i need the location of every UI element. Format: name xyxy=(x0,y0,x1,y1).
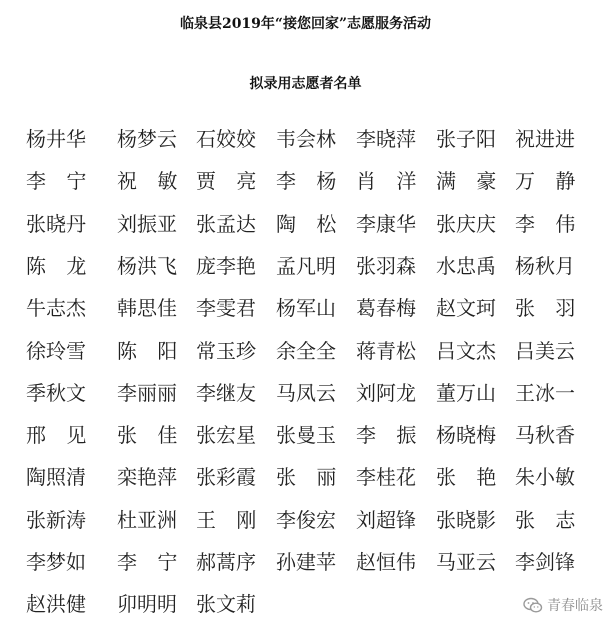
volunteer-name: 李剑锋 xyxy=(515,550,575,574)
volunteer-name: 杨梦云 xyxy=(117,127,177,151)
volunteer-name: 朱小敏 xyxy=(515,465,575,489)
name-row xyxy=(0,208,611,240)
document-title: 临泉县2019年“接您回家”志愿服务活动 xyxy=(179,16,432,32)
volunteer-name: 蒋青松 xyxy=(356,339,416,363)
volunteer-name: 刘振亚 xyxy=(117,212,177,236)
volunteer-name: 李康华 xyxy=(356,212,416,236)
volunteer-name: 常玉珍 xyxy=(196,339,256,363)
volunteer-name: 杨晓梅 xyxy=(436,423,496,447)
volunteer-name: 赵文珂 xyxy=(436,296,496,320)
volunteer-name: 李 宁 xyxy=(117,550,178,574)
volunteer-name: 卯明明 xyxy=(117,592,177,616)
volunteer-name: 张庆庆 xyxy=(436,212,496,236)
volunteer-name: 李继友 xyxy=(196,381,256,405)
name-row xyxy=(0,335,611,367)
volunteer-name: 刘阿龙 xyxy=(356,381,416,405)
volunteer-name: 张文莉 xyxy=(196,592,256,616)
volunteer-name: 孟凡明 xyxy=(276,254,336,278)
volunteer-name: 李 振 xyxy=(356,423,417,447)
volunteer-name: 李 杨 xyxy=(276,169,337,193)
volunteer-name: 孙建苹 xyxy=(276,550,336,574)
volunteer-name: 张 佳 xyxy=(117,423,178,447)
volunteer-name: 万 静 xyxy=(515,169,576,193)
volunteer-name: 赵恒伟 xyxy=(356,550,416,574)
volunteer-name: 郝蒿序 xyxy=(196,550,256,574)
name-row xyxy=(0,546,611,578)
volunteer-name: 张新涛 xyxy=(26,508,86,532)
volunteer-name: 杨井华 xyxy=(26,127,86,151)
volunteer-name: 栾艳萍 xyxy=(117,465,177,489)
volunteer-name: 陈 龙 xyxy=(26,254,87,278)
volunteer-name: 张宏星 xyxy=(196,423,256,447)
name-row xyxy=(0,123,611,155)
volunteer-name: 吕美云 xyxy=(515,339,575,363)
watermark xyxy=(523,595,603,615)
volunteer-name: 陶 松 xyxy=(276,212,337,236)
volunteer-name: 张 丽 xyxy=(276,465,337,489)
volunteer-name: 刘超锋 xyxy=(356,508,416,532)
document-subtitle: 拟录用志愿者名单 xyxy=(249,76,362,92)
volunteer-name: 韩思佳 xyxy=(117,296,177,320)
volunteer-name: 李梦如 xyxy=(26,550,86,574)
volunteer-name: 李雯君 xyxy=(196,296,256,320)
volunteer-name: 张羽森 xyxy=(356,254,416,278)
volunteer-name: 赵洪健 xyxy=(26,592,86,616)
volunteer-name: 杨秋月 xyxy=(515,254,575,278)
volunteer-name: 杜亚洲 xyxy=(117,508,177,532)
name-row xyxy=(0,292,611,324)
volunteer-name: 杨洪飞 xyxy=(117,254,177,278)
name-row xyxy=(0,419,611,451)
volunteer-name: 陶照清 xyxy=(26,465,86,489)
volunteer-name: 张 志 xyxy=(515,508,576,532)
volunteer-name: 石姣姣 xyxy=(196,127,256,151)
volunteer-name: 季秋文 xyxy=(26,381,86,405)
volunteer-name: 张子阳 xyxy=(436,127,496,151)
volunteer-name: 余全全 xyxy=(276,339,336,363)
name-row xyxy=(0,377,611,409)
volunteer-name: 李俊宏 xyxy=(276,508,336,532)
name-row xyxy=(0,588,611,620)
volunteer-name: 吕文杰 xyxy=(436,339,496,363)
volunteer-name: 张晓丹 xyxy=(26,212,86,236)
volunteer-name: 张 羽 xyxy=(515,296,576,320)
volunteer-name: 马亚云 xyxy=(436,550,496,574)
name-row xyxy=(0,250,611,282)
volunteer-name: 牛志杰 xyxy=(26,296,86,320)
volunteer-name: 张晓影 xyxy=(436,508,496,532)
volunteer-name: 李晓萍 xyxy=(356,127,416,151)
volunteer-name: 肖 洋 xyxy=(356,169,417,193)
volunteer-name: 韦会林 xyxy=(276,127,336,151)
volunteer-name: 邢 见 xyxy=(26,423,87,447)
volunteer-name: 祝进进 xyxy=(515,127,575,151)
volunteer-name: 葛春梅 xyxy=(356,296,416,320)
volunteer-name: 董万山 xyxy=(436,381,496,405)
volunteer-name: 王冰一 xyxy=(515,381,575,405)
volunteer-name: 张彩霞 xyxy=(196,465,256,489)
wechat-icon xyxy=(523,597,543,614)
volunteer-name: 徐玲雪 xyxy=(26,339,86,363)
volunteer-name: 庞李艳 xyxy=(196,254,256,278)
volunteer-name: 张孟达 xyxy=(196,212,256,236)
volunteer-name: 满 豪 xyxy=(436,169,497,193)
volunteer-name: 王 刚 xyxy=(196,508,257,532)
name-row xyxy=(0,461,611,493)
volunteer-name: 李丽丽 xyxy=(117,381,177,405)
volunteer-name: 张曼玉 xyxy=(276,423,336,447)
volunteer-name: 祝 敏 xyxy=(117,169,178,193)
volunteer-name: 马秋香 xyxy=(515,423,575,447)
volunteer-name: 陈 阳 xyxy=(117,339,178,363)
volunteer-name: 水忠禹 xyxy=(436,254,496,278)
volunteer-name: 李 宁 xyxy=(26,169,87,193)
volunteer-name: 杨军山 xyxy=(276,296,336,320)
volunteer-name: 李 伟 xyxy=(515,212,576,236)
volunteer-name: 贾 亮 xyxy=(196,169,257,193)
name-row xyxy=(0,504,611,536)
name-row xyxy=(0,165,611,197)
watermark-text: 青春临泉 xyxy=(547,598,603,614)
volunteer-name: 马凤云 xyxy=(276,381,336,405)
volunteer-name: 张 艳 xyxy=(436,465,497,489)
volunteer-name: 李桂花 xyxy=(356,465,416,489)
